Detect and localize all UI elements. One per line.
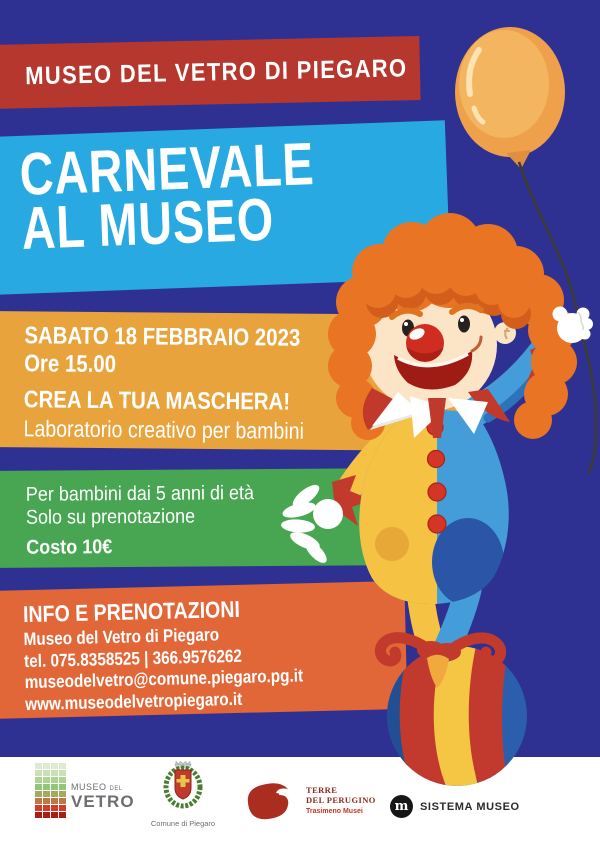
event-banner: [0, 311, 463, 451]
mdv-word1-small: DEL: [109, 786, 123, 792]
balloon-icon: [455, 27, 565, 169]
grid-cell: [59, 791, 66, 797]
grid-cell: [35, 770, 42, 776]
grid-cell: [51, 805, 58, 811]
headline-line2: AL MUSEO: [20, 185, 276, 262]
contact-email: museodelvetro@comune.piegaro.pg.it: [24, 665, 304, 693]
grid-cell: [43, 777, 50, 783]
museum-name: MUSEO DEL VETRO DI PIEGARO: [24, 53, 408, 90]
grid-cell: [43, 784, 50, 790]
details-cost: Costo 10€: [26, 536, 113, 559]
grid-cell: [35, 805, 42, 811]
headline-line1: CARNEVALE: [18, 130, 316, 208]
sistema-museo-label: SISTEMA MUSEO: [420, 800, 520, 813]
grid-cell: [43, 798, 50, 804]
grid-cell: [35, 791, 42, 797]
grid-cell: [51, 777, 58, 783]
right-fist: [553, 307, 594, 344]
grid-cell: [51, 763, 58, 769]
details-booking: Solo su prenotazione: [25, 505, 196, 529]
grid-cell: [51, 791, 58, 797]
sistema-museo-logo: [390, 795, 520, 818]
grid-cell: [35, 784, 42, 790]
balloon-string: [519, 162, 596, 474]
grid-cell: [43, 805, 50, 811]
grid-cell: [59, 777, 66, 783]
museo-del-vetro-logo: [35, 763, 135, 818]
comune-di-piegaro-logo: [148, 760, 218, 828]
contact-phone: tel. 075.8358525 | 366.9576262: [23, 645, 243, 671]
comune-caption: Comune di Piegaro: [150, 819, 216, 828]
grid-cell: [59, 798, 66, 804]
grid-cell: [35, 812, 42, 818]
headline-banner: [0, 120, 451, 295]
museum-name-banner: [0, 36, 421, 109]
terre-swoosh-icon: [244, 779, 302, 823]
grid-cell: [59, 763, 66, 769]
grid-cell: [43, 763, 50, 769]
contact-banner: [0, 581, 407, 719]
grid-cell: [35, 798, 42, 804]
details-audience: Per bambini dai 5 anni di età: [25, 482, 255, 506]
grid-cell: [59, 784, 66, 790]
event-date: SABATO 18 FEBBRAIO 2023: [24, 322, 301, 352]
contact-website: www.museodelvetropiegaro.it: [24, 688, 243, 714]
event-subtitle: Laboratorio creativo per bambini: [23, 415, 305, 444]
footer-logo-strip: [0, 757, 600, 849]
grid-cell: [59, 805, 66, 811]
grid-cell: [51, 812, 58, 818]
grid-cell: [35, 763, 42, 769]
grid-cell: [59, 812, 66, 818]
terre-line2: DEL PERUGINO: [306, 794, 376, 805]
grid-cell: [35, 777, 42, 783]
terre-line1: TERRE: [306, 785, 338, 796]
grid-cell: [59, 770, 66, 776]
grid-cell: [51, 770, 58, 776]
museo-vetro-grid: [35, 763, 66, 818]
contact-venue: Museo del Vetro di Piegaro: [23, 624, 220, 650]
comune-crest-icon: [163, 760, 203, 812]
mdv-word1: MUSEO: [71, 782, 107, 792]
mdv-word2: VETRO: [71, 792, 135, 811]
grid-cell: [51, 798, 58, 804]
terre-del-perugino-logo: [244, 779, 376, 823]
grid-cell: [51, 784, 58, 790]
event-activity: CREA LA TUA MASCHERA!: [23, 386, 291, 416]
details-banner: [0, 468, 442, 568]
grid-cell: [43, 812, 50, 818]
sistema-museo-mark-icon: m: [390, 795, 413, 818]
grid-cell: [43, 770, 50, 776]
contact-heading: INFO E PRENOTAZIONI: [22, 595, 241, 628]
terre-line3: Trasimeno Musei: [306, 807, 363, 815]
event-time: Ore 15.00: [24, 350, 117, 379]
grid-cell: [43, 791, 50, 797]
